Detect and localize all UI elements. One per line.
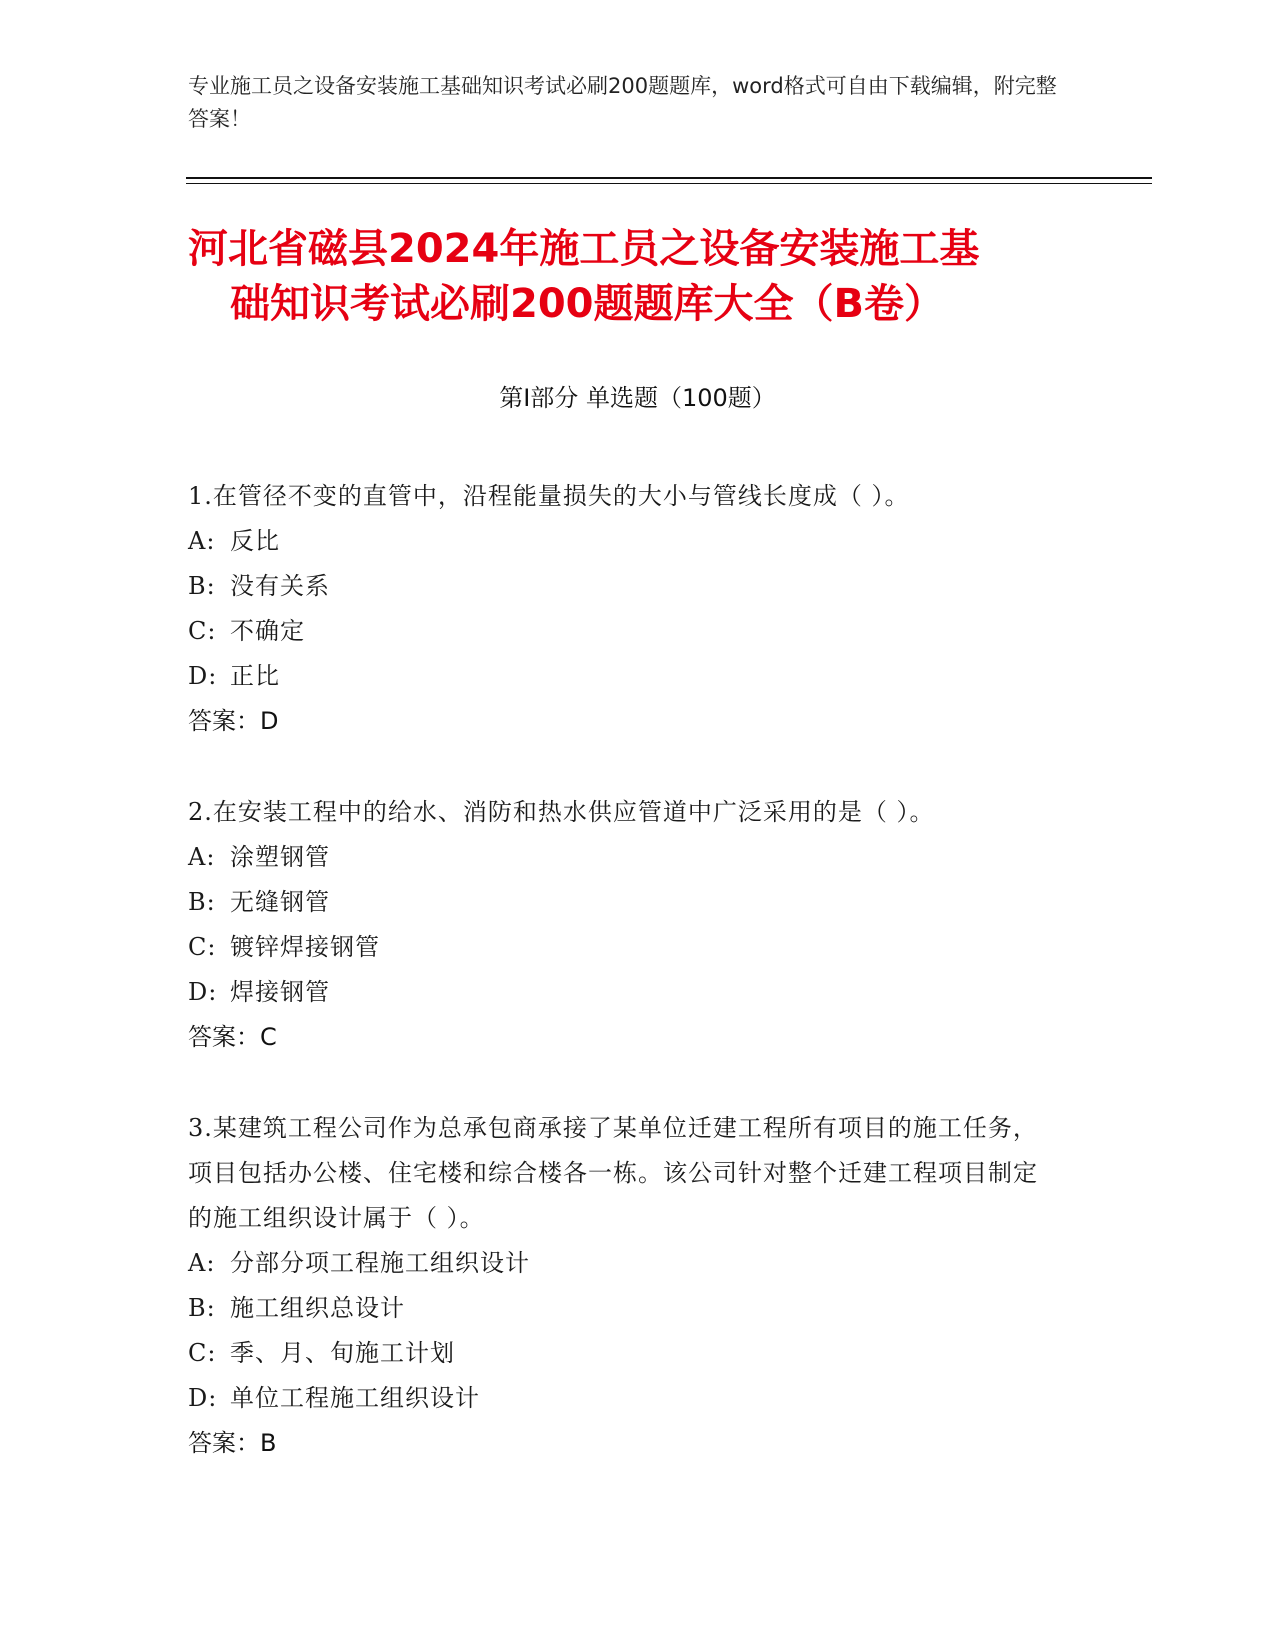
option-text: 焊接钢管 (230, 978, 330, 1006)
option-text: 施工组织总设计 (230, 1294, 405, 1322)
title-line-2: 础知识考试必刷200题题库大全（B卷） (230, 281, 944, 327)
option-letter: A: (188, 527, 216, 555)
question-stem: 3.某建筑工程公司作为总承包商承接了某单位迁建工程所有项目的施工任务，项目包括办公楼、住宅楼和综合楼各一栋。该公司针对整个迁建工程项目制定的施工组织设计属于（ ）。 (188, 1114, 1038, 1232)
question-stem: 1.在管径不变的直管中，沿程能量损失的大小与管线长度成（ ）。 (188, 482, 910, 510)
option-b (188, 1286, 1058, 1331)
option-text: 不确定 (230, 617, 305, 645)
option-c (188, 609, 1058, 654)
option-text: 反比 (230, 527, 280, 555)
option-letter: C: (188, 617, 217, 645)
option-letter: B: (188, 1294, 216, 1322)
question-2 (188, 790, 1058, 1060)
option-letter: D: (188, 978, 218, 1006)
option-text: 季、月、旬施工计划 (230, 1339, 455, 1367)
option-b (188, 564, 1058, 609)
option-text: 镀锌焊接钢管 (230, 933, 380, 961)
option-b (188, 880, 1058, 925)
option-letter: B: (188, 572, 216, 600)
option-c (188, 925, 1058, 970)
option-text: 正比 (230, 662, 280, 690)
header-note: 专业施工员之设备安装施工基础知识考试必刷200题题库，word格式可自由下载编辑，附完整答案！ (188, 74, 1057, 131)
answer-line: 答案：C (188, 1023, 277, 1051)
option-text: 没有关系 (230, 572, 330, 600)
option-d (188, 654, 1058, 699)
title-line-1: 河北省磁县2024年施工员之设备安装施工基 (188, 226, 980, 272)
header-rule-thin (186, 183, 1152, 184)
option-letter: B: (188, 888, 216, 916)
option-letter: D: (188, 662, 218, 690)
answer-line: 答案：D (188, 707, 279, 735)
option-letter: A: (188, 1249, 216, 1277)
option-d (188, 1376, 1058, 1421)
option-d (188, 970, 1058, 1015)
option-letter: C: (188, 933, 217, 961)
question-stem: 2.在安装工程中的给水、消防和热水供应管道中广泛采用的是（ ）。 (188, 798, 935, 826)
option-letter: A: (188, 843, 216, 871)
option-letter: C: (188, 1339, 217, 1367)
option-a (188, 1241, 1058, 1286)
option-a (188, 835, 1058, 880)
option-text: 单位工程施工组织设计 (230, 1384, 480, 1412)
option-letter: D: (188, 1384, 218, 1412)
question-1 (188, 474, 1058, 744)
document-title (188, 222, 1088, 332)
question-3 (188, 1106, 1058, 1466)
section-heading: 第Ⅰ部分 单选题（100题） (499, 384, 776, 412)
header-rule-thick (186, 177, 1152, 179)
option-text: 无缝钢管 (230, 888, 330, 916)
option-c (188, 1331, 1058, 1376)
option-text: 涂塑钢管 (230, 843, 330, 871)
answer-line: 答案：B (188, 1429, 277, 1457)
option-a (188, 519, 1058, 564)
option-text: 分部分项工程施工组织设计 (230, 1249, 530, 1277)
